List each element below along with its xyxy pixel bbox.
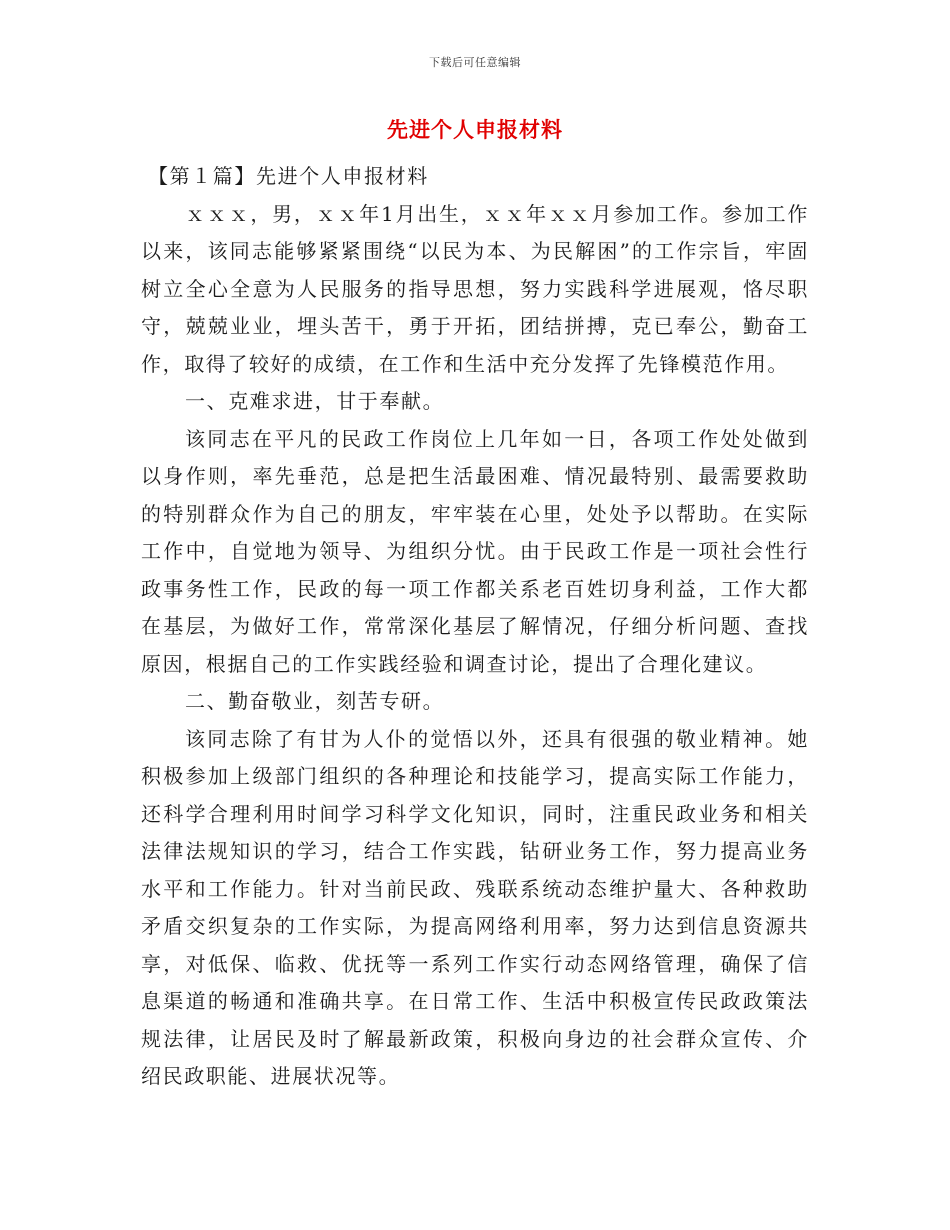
header-note: 下载后可任意编辑 bbox=[429, 56, 521, 69]
section-heading-part-1: 【第１篇】先进个人申报材料 bbox=[148, 164, 429, 188]
document-body bbox=[141, 158, 809, 1096]
paragraph-section-2: 该同志除了有甘为人仆的觉悟以外，还具有很强的敬业精神。她积极参加上级部门组织的各种理论和技能学习，提高实际工作能力，还科学合理利用时间学习科学文化知识，同时，注重民政业务和相关法律法规知识的学习，结合工作实践，钻研业务工作，努力提高业务水平和工作能力。针对当前民政、残联系统动态维护量大、各种救助矛盾交织复杂的工作实际，为提高网络利用率，努力达到信息资源共享，对低保、临救、优抚等一系列工作实行动态网络管理，确保了信息渠道的畅通和准确共享。在日常工作、生活中积极宣传民政政策法规法律，让居民及时了解最新政策，积极向身边的社会群众宣传、介绍民政职能、进展状况等。 bbox=[141, 726, 809, 1088]
document-title: 先进个人申报材料 bbox=[387, 117, 563, 142]
section-heading-1: 一、克难求进，甘于奉献。 bbox=[185, 389, 445, 413]
paragraph-section-1: 该同志在平凡的民政工作岗位上几年如一日，各项工作处处做到以身作则，率先垂范，总是把生活最困难、情况最特别、最需要救助的特别群众作为自己的朋友，牢牢装在心里，处处予以帮助。在实际工作中，自觉地为领导、为组织分忧。由于民政工作是一项社会性行政事务性工作，民政的每一项工作都关系老百姓切身利益，工作大都在基层，为做好工作，常常深化基层了解情况，仔细分析问题、查找原因，根据自己的工作实践经验和调查讨论，提出了合理化建议。 bbox=[141, 426, 809, 676]
section-heading-2: 二、勤奋敬业，刻苦专研。 bbox=[185, 689, 445, 713]
paragraph-intro: ｘｘｘ，男，ｘｘ年1月出生，ｘｘ年ｘｘ月参加工作。参加工作以来，该同志能够紧紧围绕“以民为本、为民解困”的工作宗旨，牢固树立全心全意为人民服务的指导思想，努力实践科学进展观，恪尽职守，兢兢业业，埋头苦干，勇于开拓，团结拼搏，克已奉公，勤奋工作，取得了较好的成绩，在工作和生活中充分发挥了先锋模范作用。 bbox=[141, 201, 809, 376]
